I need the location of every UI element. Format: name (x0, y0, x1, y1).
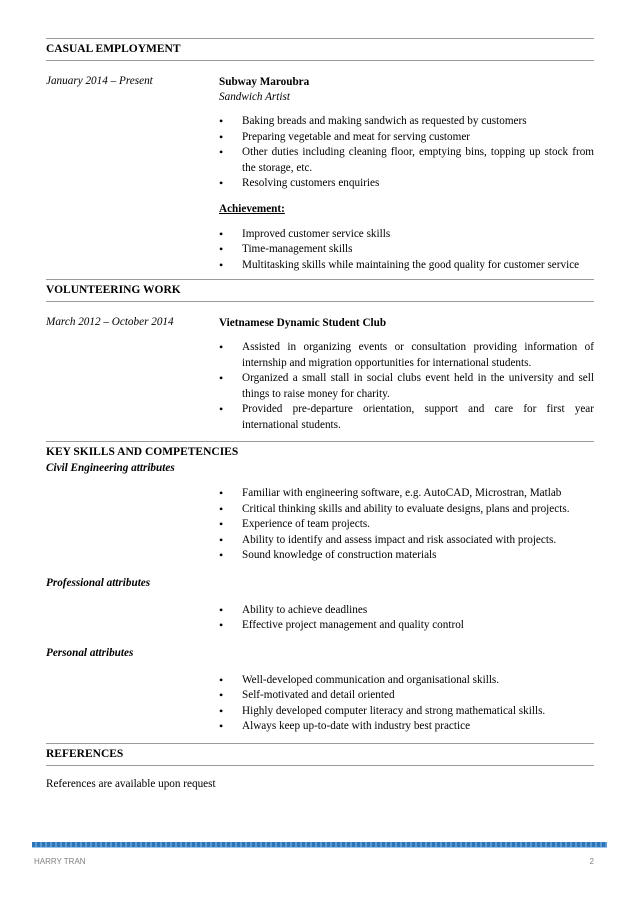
volunteering-heading: VOLUNTEERING WORK (46, 279, 594, 302)
casual-org: Subway Maroubra (219, 76, 310, 88)
casual-date: January 2014 – Present (46, 75, 153, 87)
list-item: • Preparing vegetable and meat for serving customer (219, 130, 594, 146)
civil-attributes-list (219, 486, 594, 564)
list-item: • Ability to achieve deadlines (219, 603, 594, 619)
civil-attributes-label: Civil Engineering attributes (46, 462, 175, 474)
list-item: • Multitasking skills while maintaining the good quality for customer service (219, 258, 594, 274)
list-item: • Well-developed communication and organisational skills. (219, 673, 594, 689)
list-item: • Assisted in organizing events or consultation providing information of internship and migration opportunities for international students. (219, 340, 594, 371)
list-item: • Provided pre-departure orientation, support and care for first year international students. (219, 402, 594, 433)
list-item: • Familiar with engineering software, e.g. AutoCAD, Microstran, Matlab (219, 486, 594, 502)
list-item: • Critical thinking skills and ability to evaluate designs, plans and projects. (219, 502, 594, 518)
casual-duties-list (219, 114, 594, 192)
list-item: • Highly developed computer literacy and strong mathematical skills. (219, 704, 594, 720)
list-item: • Self-motivated and detail oriented (219, 688, 594, 704)
professional-attributes-block (46, 603, 594, 634)
list-item: • Ability to identify and assess impact and risk associated with projects. (219, 533, 594, 549)
skills-heading: KEY SKILLS AND COMPETENCIES (46, 441, 594, 460)
list-item: • Sound knowledge of construction materials (219, 548, 594, 564)
volunteering-date: March 2012 – October 2014 (46, 316, 174, 328)
list-item: • Time-management skills (219, 242, 594, 258)
footer-name: HARRY TRAN (34, 857, 86, 866)
list-item: • Always keep up-to-date with industry best practice (219, 719, 594, 735)
list-item: • Other duties including cleaning floor, emptying bins, topping up stock from the storage, etc. (219, 145, 594, 176)
list-item: • Experience of team projects. (219, 517, 594, 533)
volunteering-list (219, 340, 594, 433)
casual-role: Sandwich Artist (219, 91, 290, 103)
personal-attributes-label: Personal attributes (46, 646, 134, 659)
professional-attributes-list (219, 603, 594, 634)
list-item: • Baking breads and making sandwich as requested by customers (219, 114, 594, 130)
list-item: • Resolving customers enquiries (219, 176, 594, 192)
list-item: • Effective project management and quality control (219, 618, 594, 634)
resume-page (46, 38, 594, 792)
civil-attributes-block (46, 486, 594, 564)
casual-entry (46, 75, 594, 273)
professional-attributes-label: Professional attributes (46, 576, 151, 589)
personal-attributes-list (219, 673, 594, 735)
personal-attributes-block (46, 673, 594, 735)
volunteering-entry (46, 316, 594, 433)
page-number: 2 (589, 857, 594, 866)
footer-divider (32, 842, 607, 847)
achievements-list (219, 227, 594, 274)
casual-employment-heading: CASUAL EMPLOYMENT (46, 38, 594, 61)
references-text: References are available upon request (46, 777, 216, 790)
volunteering-org: Vietnamese Dynamic Student Club (219, 317, 387, 329)
list-item: • Improved customer service skills (219, 227, 594, 243)
references-heading: REFERENCES (46, 743, 594, 766)
achievement-label: Achievement: (219, 202, 285, 215)
page-footer (34, 857, 594, 866)
list-item: • Organized a small stall in social clubs event held in the university and sell things to raise money for charity. (219, 371, 594, 402)
